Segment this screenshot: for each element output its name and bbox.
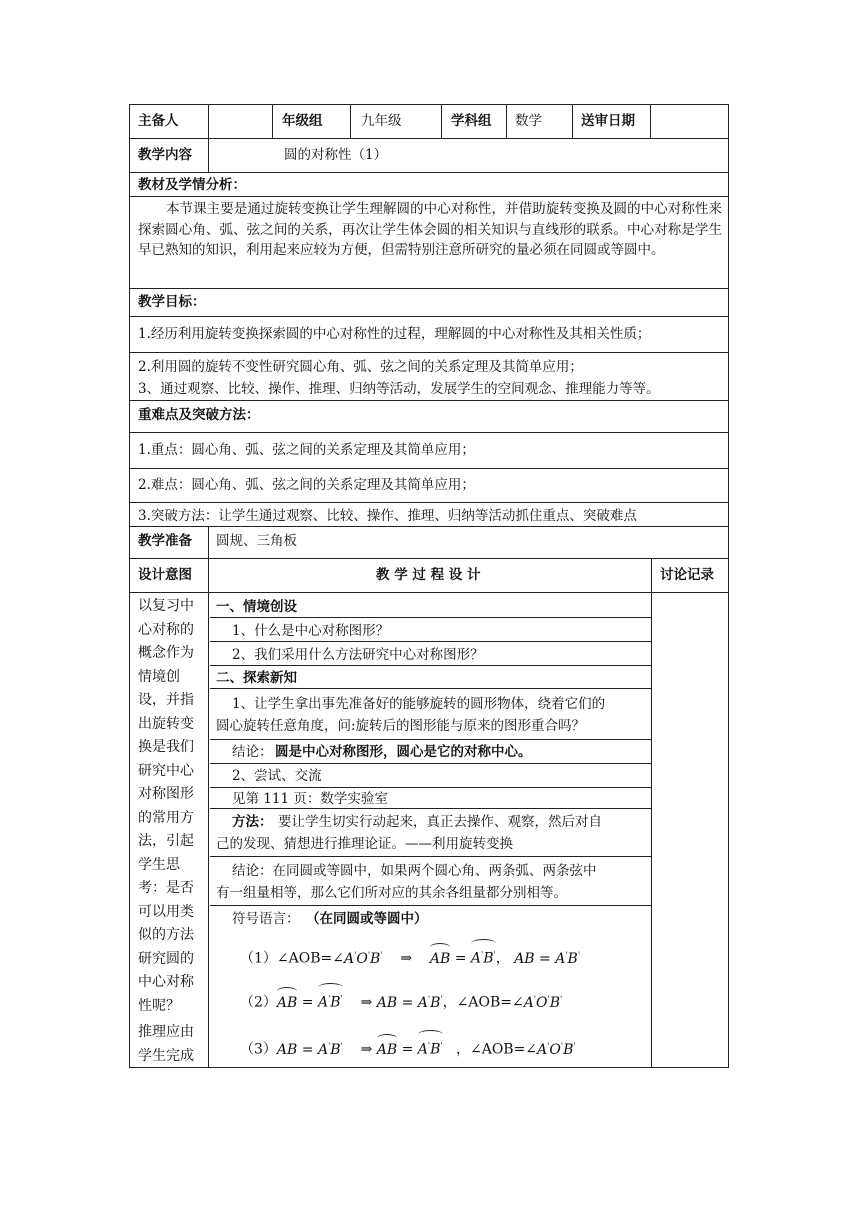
goals-heading: 教学目标： — [138, 294, 206, 310]
formula-1: （1）∠AOB=∠A'O'B' ⇒ AB = A'B'， AB = A'B' — [240, 945, 580, 969]
subject-group-value: 数学 — [515, 113, 542, 129]
grade-group-label: 年级组 — [282, 113, 323, 129]
col-design-header: 教 学 过 程 设 计 — [376, 567, 481, 583]
goal-item-3: 3、通过观察、比较、操作、推理、归纳等活动，发展学生的空间观念、推理能力等等。 — [138, 381, 660, 397]
preparation-value: 圆规、三角板 — [216, 533, 297, 549]
section-1-title: 一、情境创设 — [216, 599, 297, 615]
analysis-text: 本节课主要是通过旋转变换让学生理解圆的中心对称性，并借助旋转变换及圆的中心对称性来探索圆心角、弧、弦之间的关系，再次让学生体会圆的相关知识与直线形的联系。中心对称是学生早已熟知的知识，利用起来应较为方便，但需特别注意所研究的量必须在同圆或等圆中。 — [138, 201, 722, 258]
formula-2: （2）AB = A'B' ⇒ AB = A'B'，∠AOB=∠A'O'B' — [240, 989, 562, 1013]
formula-3: （3）AB = A'B' ⇒ AB = A'B' ，∠AOB=∠A'O'B' — [240, 1036, 576, 1060]
goal-item-2: 2.利用圆的旋转不变性研究圆心角、弧、弦之间的关系定理及其简单应用； — [138, 359, 583, 375]
section-2-activity-line-2: 圆心旋转任意角度，问:旋转后的图形能与原来的图形重合吗？ — [216, 718, 586, 734]
symbol-language-label: 符号语言： — [232, 911, 300, 927]
method-label: 方法： — [232, 814, 273, 830]
formula-3-number: （3） — [240, 1041, 277, 1058]
section-2-page-ref: 见第 111 页：数学实验室 — [232, 791, 388, 807]
theorem-line-2: 有一组量相等，那么它们所对应的其余各组量都分别相等。 — [216, 885, 567, 901]
col-intent-header: 设计意图 — [138, 567, 192, 583]
section-2-try: 2、尝试、交流 — [232, 768, 322, 784]
formula-2-number: （2） — [240, 994, 277, 1011]
preparer-label: 主备人 — [138, 113, 179, 129]
section-2-title: 二、探索新知 — [216, 670, 297, 686]
preparation-label: 教学准备 — [138, 533, 192, 549]
design-intent-text: 以复习中心对称的概念作为情境创设，并指出旋转变换是我们研究中心对称图形的常用方法，引起学生思考：是否可以用类似的方法研究圆的中心对称性呢？ — [138, 598, 194, 1014]
conclusion-label: 结论： — [232, 744, 273, 760]
keypoint-key: 1.重点：圆心角、弧、弦之间的关系定理及其简单应用； — [138, 442, 475, 458]
analysis-heading: 教材及学情分析： — [138, 177, 246, 193]
symbol-language-condition: （在同圆或等圆中） — [306, 911, 428, 927]
theorem-line-1: 结论：在同圆或等圆中，如果两个圆心角、两条弧、两条弦中 — [232, 863, 597, 879]
grade-group-value: 九年级 — [361, 113, 402, 129]
subject-group-label: 学科组 — [451, 113, 492, 129]
keypoint-method: 3.突破方法：让学生通过观察、比较、操作、推理、归纳等活动抓住重点、突破难点 — [138, 508, 637, 524]
keypoints-heading: 重难点及突破方法： — [138, 407, 260, 423]
keypoint-difficult: 2.难点：圆心角、弧、弦之间的关系定理及其简单应用； — [138, 477, 475, 493]
method-line-2: 己的发现、猜想进行推理论证。——利用旋转变换 — [216, 836, 513, 852]
col-discussion-header: 讨论记录 — [660, 567, 714, 583]
section-1-question-1: 1、什么是中心对称图形？ — [232, 623, 390, 639]
review-date-label: 送审日期 — [581, 113, 635, 129]
section-2-activity-line-1: 1、让学生拿出事先准备好的能够旋转的圆形物体，绕着它们的 — [232, 696, 606, 712]
conclusion-text: 圆是中心对称图形，圆心是它的对称中心。 — [275, 744, 532, 760]
section-1-question-2: 2、我们采用什么方法研究中心对称图形？ — [232, 647, 484, 663]
design-intent-note: 推理应由学生完成 — [138, 1024, 194, 1064]
content-value: 圆的对称性（1） — [284, 147, 388, 163]
goal-item-1: 1.经历利用旋转变换探索圆的中心对称性的过程，理解圆的中心对称性及其相关性质； — [138, 326, 651, 342]
formula-1-number: （1） — [240, 950, 277, 967]
content-label: 教学内容 — [138, 147, 192, 163]
method-line-1: 要让学生切实行动起来，真正去操作、观察，然后对自 — [278, 814, 602, 830]
